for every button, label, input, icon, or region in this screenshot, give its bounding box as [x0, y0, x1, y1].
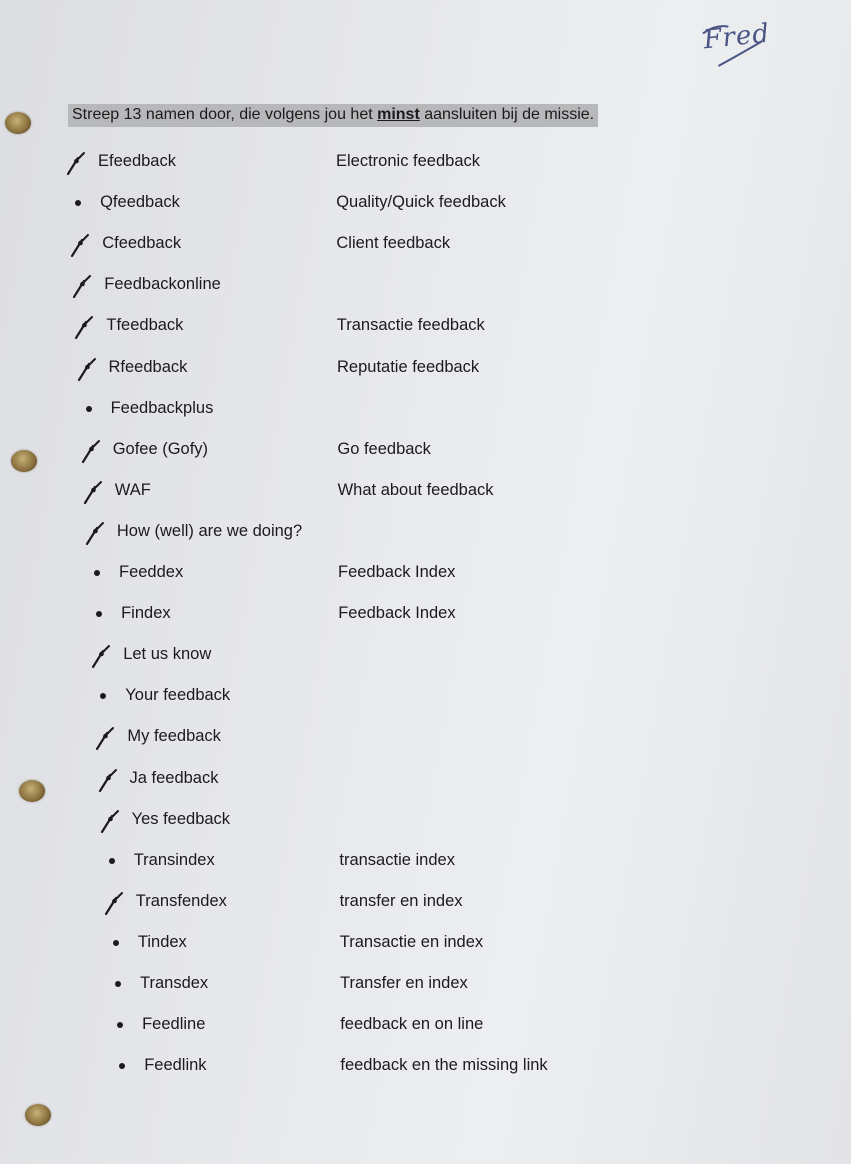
strike-check-icon — [77, 356, 107, 380]
bullet-dot — [86, 406, 92, 412]
bullet-dot — [109, 858, 115, 864]
item-name: Qfeedback — [100, 193, 180, 212]
list-item — [108, 972, 740, 996]
item-name: Feedline — [142, 1015, 206, 1034]
item-name: Tfeedback — [106, 316, 184, 335]
bullet-dot — [115, 981, 121, 987]
instruction-after: aansluiten bij de missie. — [419, 106, 595, 123]
list-item — [77, 356, 741, 380]
item-name: Transfendex — [135, 891, 227, 910]
item-description: Transactie feedback — [336, 316, 485, 335]
bullet-dot — [94, 570, 100, 576]
punch-hole-3 — [19, 780, 45, 802]
item-name: Findex — [121, 604, 171, 623]
item-name: Tindex — [137, 932, 187, 951]
bullet-dot — [113, 940, 119, 946]
item-name: Rfeedback — [108, 357, 188, 376]
list-item — [102, 849, 740, 873]
list-item — [91, 643, 740, 667]
strike-check-icon — [100, 808, 130, 832]
bullet-icon — [110, 1013, 140, 1037]
signature-underline-icon — [693, 10, 778, 74]
item-description: feedback en the missing link — [340, 1056, 548, 1075]
item-description: Reputatie feedback — [337, 357, 480, 376]
list-item — [106, 931, 740, 955]
list-item — [112, 1054, 740, 1078]
strike-check-icon — [66, 150, 96, 174]
instruction-before: Streep 13 namen door, die volgens jou het — [72, 106, 378, 123]
handwritten-signature — [693, 10, 778, 74]
item-name: Feeddex — [119, 563, 184, 581]
bullet-icon — [112, 1054, 142, 1078]
punch-hole-2 — [11, 450, 37, 472]
item-name: Transindex — [133, 850, 215, 869]
strike-check-icon — [81, 438, 111, 462]
list-item — [98, 767, 741, 791]
list-item — [81, 438, 740, 462]
item-description: Feedback Index — [338, 604, 456, 623]
item-description: transactie index — [339, 850, 455, 869]
item-description: Go feedback — [337, 439, 431, 458]
list-item — [68, 191, 740, 215]
item-name: WAF — [114, 480, 151, 499]
bullet-icon — [79, 397, 109, 421]
list-item — [79, 397, 740, 421]
bullet-dot — [96, 611, 102, 617]
item-name: Ja feedback — [129, 768, 219, 787]
bullet-dot — [100, 693, 106, 699]
instruction-emphasis: minst — [377, 106, 420, 123]
item-description: Transfer en index — [340, 974, 468, 992]
item-name: My feedback — [127, 727, 221, 746]
item-name: Feedbackplus — [110, 398, 214, 417]
list-item — [85, 520, 740, 544]
item-description: Quality/Quick feedback — [336, 193, 506, 212]
item-name: Yes feedback — [131, 809, 231, 828]
bullet-icon — [106, 931, 136, 955]
bullet-dot — [119, 1063, 125, 1069]
item-name: Transdex — [140, 974, 209, 992]
list-item — [93, 684, 740, 708]
instruction-text — [68, 104, 598, 127]
list-item — [89, 602, 740, 626]
list-item — [104, 890, 740, 914]
item-description: feedback en on line — [340, 1015, 484, 1034]
list-item — [83, 479, 740, 503]
list-item — [87, 561, 740, 585]
strike-check-icon — [98, 767, 128, 791]
list-item — [70, 232, 740, 256]
punch-hole-1 — [5, 112, 31, 134]
item-name: Cfeedback — [102, 234, 182, 253]
signature-text: Fred — [702, 18, 772, 56]
strike-check-icon — [95, 725, 125, 749]
bullet-icon — [87, 561, 117, 585]
list-item — [100, 808, 740, 832]
strike-check-icon — [70, 232, 100, 256]
bullet-icon — [108, 972, 138, 996]
list-item — [110, 1013, 740, 1037]
item-description: Electronic feedback — [336, 152, 480, 170]
item-name: How (well) are we doing? — [116, 521, 303, 540]
strike-check-icon — [74, 314, 104, 338]
punch-hole-4 — [25, 1104, 51, 1126]
item-name: Gofee (Gofy) — [112, 439, 209, 458]
item-description: What about feedback — [337, 480, 494, 499]
item-description: Transactie en index — [339, 932, 484, 951]
bullet-icon — [89, 602, 119, 626]
strike-check-icon — [91, 643, 121, 667]
item-name: Let us know — [123, 645, 212, 664]
list-item — [66, 150, 740, 174]
item-description: Feedback Index — [338, 563, 456, 581]
list-item — [95, 725, 740, 749]
item-name: Efeedback — [98, 152, 176, 170]
bullet-icon — [93, 684, 123, 708]
strike-check-icon — [72, 273, 102, 297]
bullet-icon — [102, 849, 132, 873]
strike-check-icon — [85, 520, 115, 544]
strike-check-icon — [83, 479, 113, 503]
strike-check-icon — [104, 890, 134, 914]
bullet-dot — [117, 1022, 123, 1028]
list-item — [74, 314, 740, 338]
list-item — [72, 273, 740, 297]
item-name: Feedbackonline — [104, 275, 221, 294]
bullet-icon — [68, 191, 98, 215]
item-name: Your feedback — [125, 686, 231, 705]
item-name: Feedlink — [144, 1056, 207, 1075]
item-description: transfer en index — [339, 891, 463, 910]
item-description: Client feedback — [336, 234, 451, 253]
bullet-dot — [75, 200, 81, 206]
